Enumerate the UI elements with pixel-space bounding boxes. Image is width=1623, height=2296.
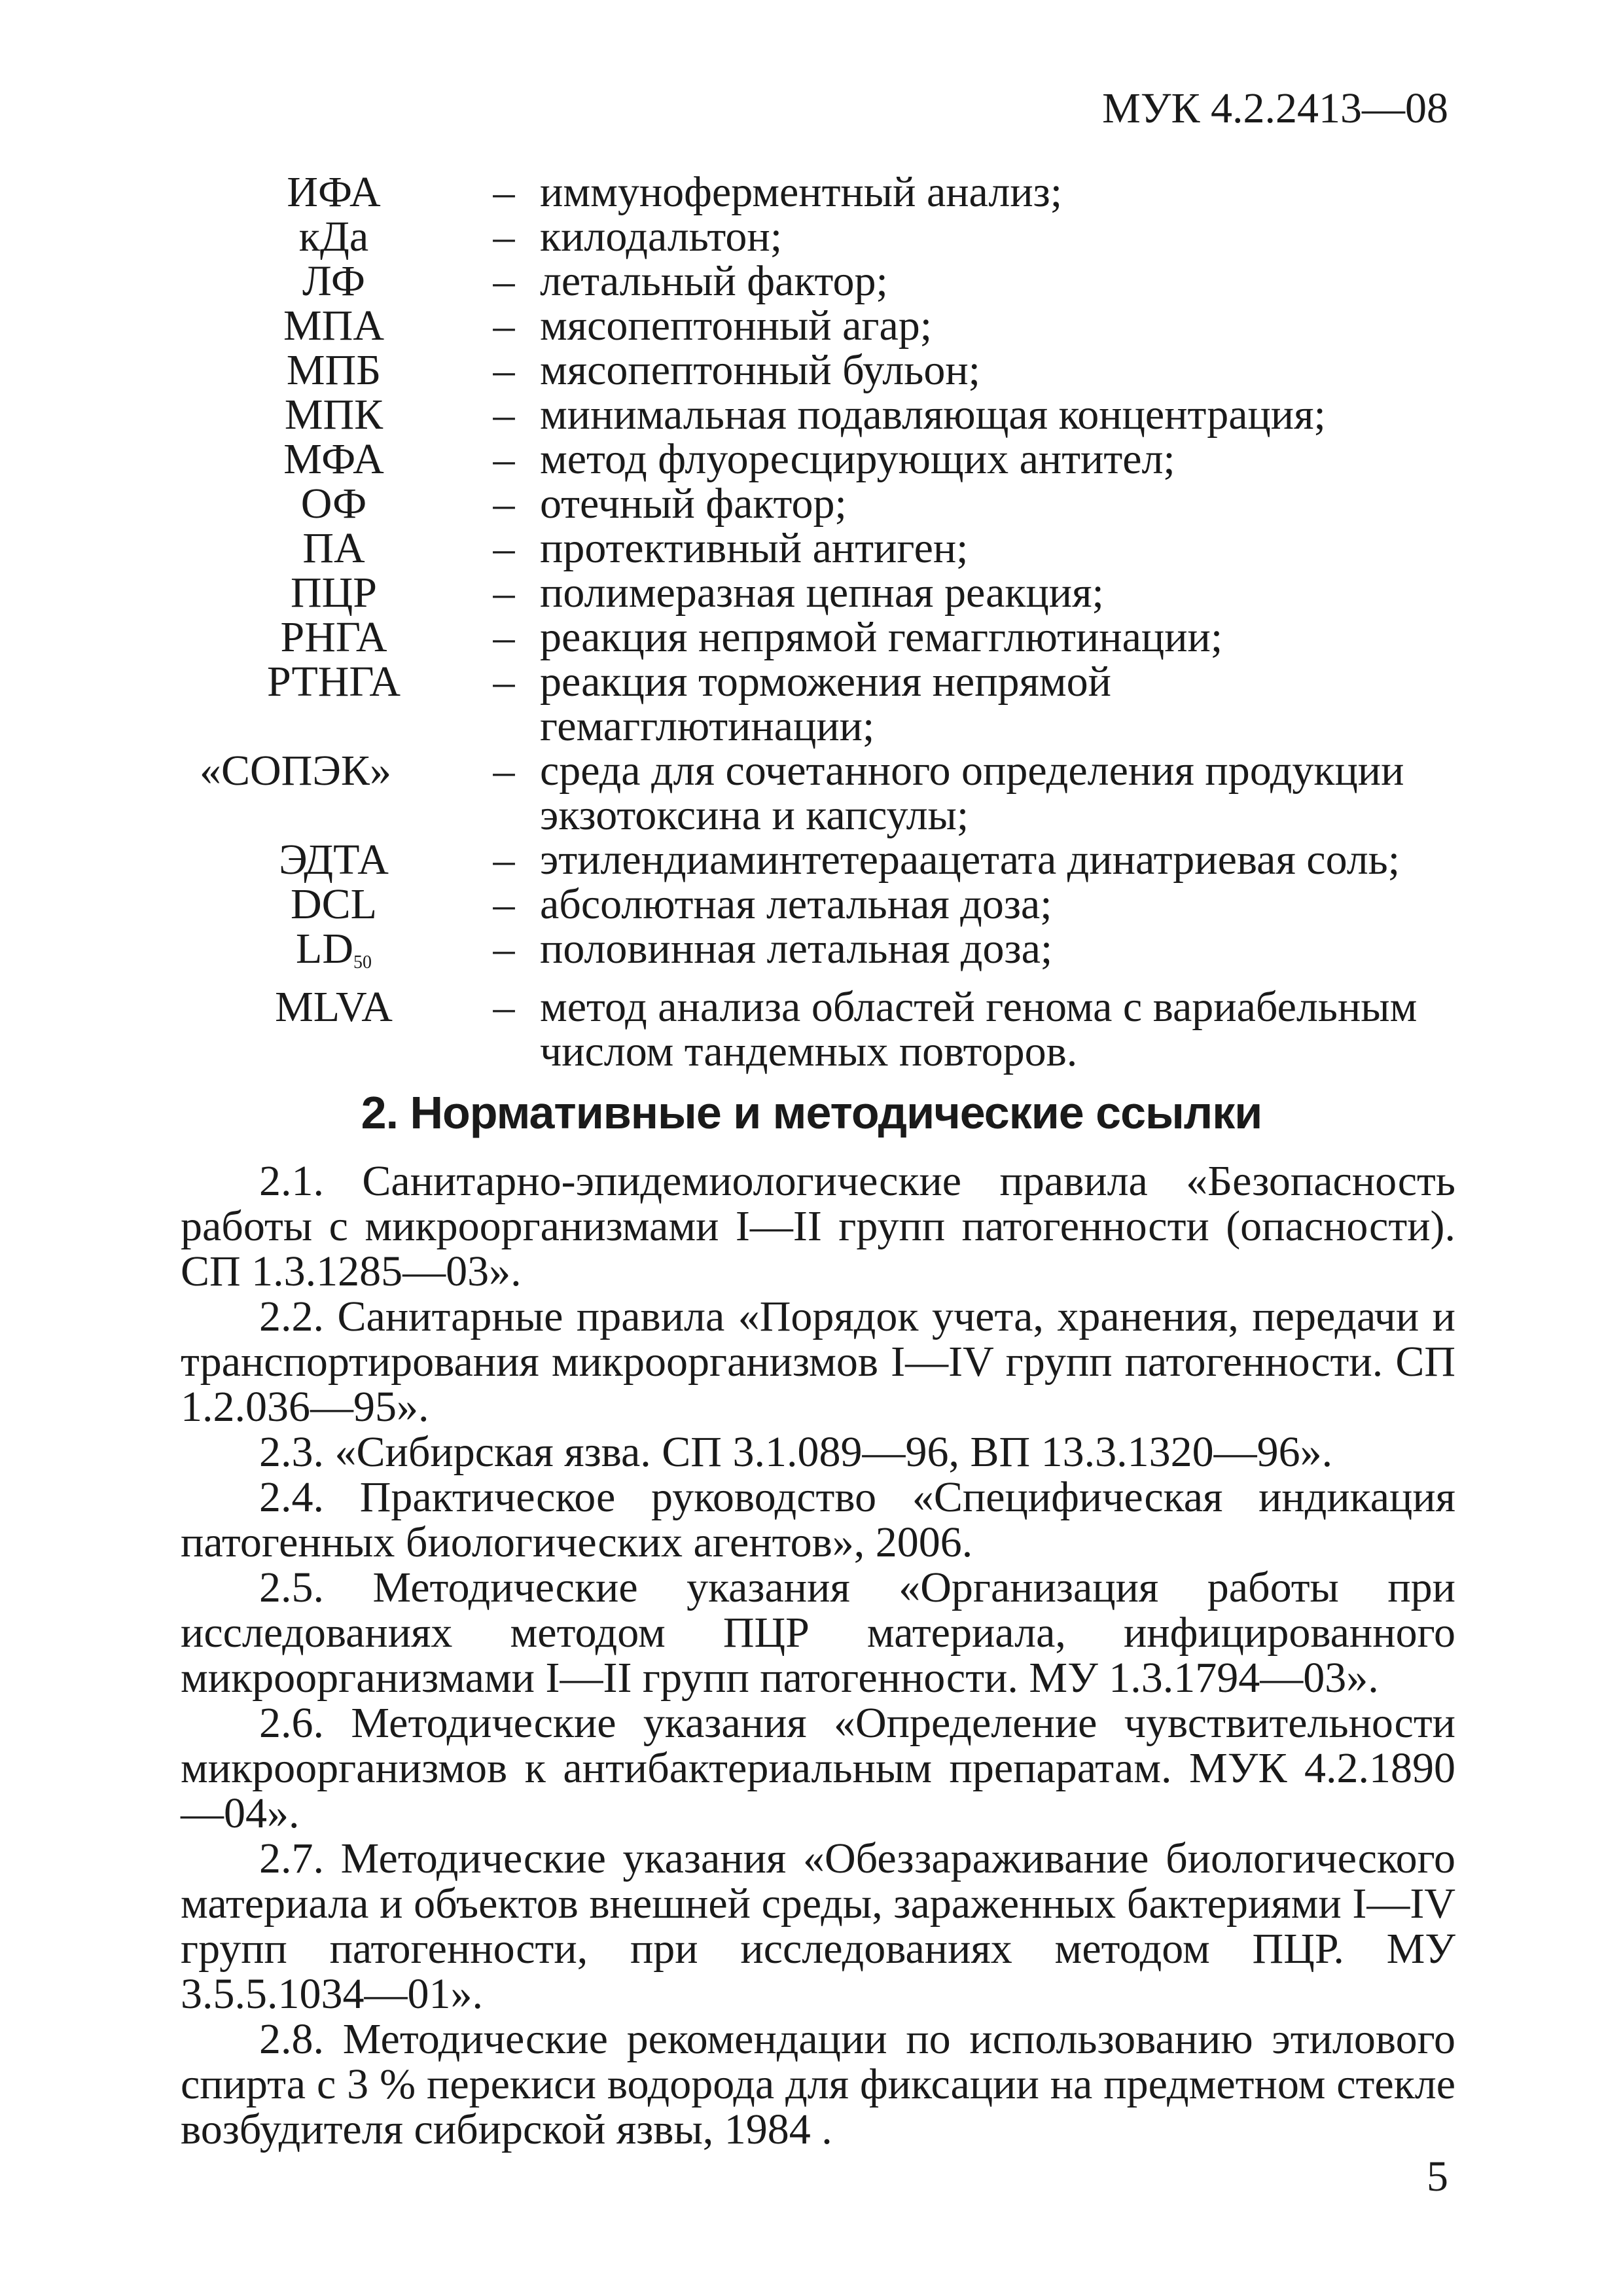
abbreviation-definition: протективный антиген; — [540, 524, 969, 572]
abbreviation-dash — [468, 704, 540, 749]
abbreviation-dash: – — [493, 880, 515, 928]
abbreviation-dash — [468, 793, 540, 838]
abbreviation-definition: метод флуоресцирующих антител; — [540, 435, 1175, 483]
reference-item: 2.5. Методические указания «Организация работы при исследованиях методом ПЦР материала, инфицированного микроорганизмами I—II групп патогенности. МУ 1.3.1794—03». — [181, 1564, 1455, 1702]
reference-item: 2.8. Методические рекомендации по использованию этилового спирта с 3 % перекиси водорода для фиксации на предметном стекле возбудителя сибирской язвы, 1984 . — [181, 2015, 1455, 2153]
abbreviation-dash: – — [493, 435, 515, 483]
reference-item: 2.4. Практическое руководство «Специфическая индикация патогенных биологических агентов», 2006. — [181, 1473, 1455, 1566]
abbreviation-dash: – — [493, 836, 515, 884]
document-code: МУК 4.2.2413—08 — [1102, 84, 1448, 132]
abbreviation-row — [200, 749, 1482, 793]
abbreviation-definition: мясопептонный агар; — [540, 302, 933, 350]
abbreviation-definition: абсолютная летальная доза; — [540, 880, 1052, 928]
abbreviation-term: кДа — [298, 213, 369, 260]
abbreviation-dash: – — [493, 569, 515, 617]
abbreviation-definition: экзотоксина и капсулы; — [540, 791, 969, 839]
abbreviation-dash: – — [493, 658, 515, 706]
abbreviation-term: «СОПЭК» — [200, 747, 391, 795]
abbreviation-dash: – — [493, 480, 515, 528]
abbreviation-definition: гемагглютинации; — [540, 702, 875, 750]
abbreviation-definition: мясопептонный бульон; — [540, 346, 980, 394]
abbreviation-term: МПА — [283, 302, 384, 350]
section-title: 2. Нормативные и методические ссылки — [361, 1087, 1262, 1138]
abbreviation-dash: – — [493, 213, 515, 260]
abbreviation-row — [200, 985, 1482, 1030]
abbreviation-definition: реакция непрямой гемагглютинации; — [540, 613, 1223, 661]
abbreviation-term: $LD_{50}$ — [296, 925, 372, 973]
abbreviation-row — [200, 615, 1482, 660]
abbreviation-row — [200, 793, 1482, 838]
abbreviation-row — [200, 927, 1482, 985]
abbreviation-row — [200, 437, 1482, 482]
abbreviation-definition: половинная летальная доза; — [540, 925, 1053, 973]
abbreviation-row — [200, 660, 1482, 704]
abbreviation-definition: полимеразная цепная реакция; — [540, 569, 1104, 617]
abbreviation-subscript: 50 — [353, 952, 372, 973]
abbreviation-dash: – — [493, 346, 515, 394]
abbreviation-dash: – — [493, 983, 515, 1031]
abbreviation-row — [200, 1030, 1482, 1074]
abbreviation-row — [200, 259, 1482, 304]
reference-item: 2.2. Санитарные правила «Порядок учета, хранения, передачи и транспортирования микроорганизмов I—IV групп патогенности. СП 1.2.036—95». — [181, 1293, 1455, 1431]
abbreviation-term — [200, 1030, 468, 1074]
abbreviation-dash: – — [493, 613, 515, 661]
abbreviation-term: МФА — [283, 435, 384, 483]
abbreviation-term: РТНГА — [266, 658, 401, 706]
reference-item: 2.6. Методические указания «Определение чувствительности микроорганизмов к антибактериальным препаратам. МУК 4.2.1890—04». — [181, 1699, 1455, 1837]
abbreviation-term: DCL — [291, 880, 377, 928]
abbreviation-definition: летальный фактор; — [540, 257, 888, 305]
abbreviation-term: ОФ — [300, 480, 367, 528]
abbreviation-definition: реакция торможения непрямой — [540, 658, 1111, 706]
abbreviation-dash: – — [493, 302, 515, 350]
abbreviation-term: МПК — [284, 391, 383, 439]
abbreviation-term — [200, 793, 468, 838]
abbreviation-term — [200, 704, 468, 749]
abbreviation-dash: – — [493, 391, 515, 439]
abbreviation-term: ИФА — [287, 168, 381, 216]
abbreviation-row — [200, 571, 1482, 615]
abbreviation-row — [200, 348, 1482, 393]
abbreviation-term: ЭДТА — [279, 836, 389, 884]
abbreviation-row — [200, 838, 1482, 882]
abbreviation-row — [200, 482, 1482, 526]
abbreviation-dash: – — [493, 747, 515, 795]
abbreviation-definition: метод анализа областей генома с вариабельным — [540, 983, 1418, 1031]
abbreviation-definition: среда для сочетанного определения продукции — [540, 747, 1404, 795]
abbreviation-row — [200, 882, 1482, 927]
abbreviation-row — [200, 393, 1482, 437]
abbreviation-row — [200, 170, 1482, 215]
abbreviation-dash: – — [493, 168, 515, 216]
abbreviation-dash: – — [493, 524, 515, 572]
reference-item: 2.7. Методические указания «Обеззараживание биологического материала и объектов внешней среды, зараженных бактериями I—IV групп патогенности, при исследованиях методом ПЦР. МУ 3.5.5.1034—01». — [181, 1835, 1455, 2018]
abbreviation-dash: – — [493, 257, 515, 305]
abbreviation-definition: минимальная подавляющая концентрация; — [540, 391, 1326, 439]
abbreviation-term: ЛФ — [302, 257, 366, 305]
abbreviation-row — [200, 704, 1482, 749]
abbreviation-term: ПА — [302, 524, 365, 572]
abbreviation-term: РНГА — [280, 613, 387, 661]
abbreviation-definition: иммуноферментный анализ; — [540, 168, 1063, 216]
abbreviation-definition: этилендиаминтетераацетата динатриевая соль; — [540, 836, 1400, 884]
abbreviation-definition: отечный фактор; — [540, 480, 847, 528]
abbreviation-term: ПЦР — [290, 569, 378, 617]
abbreviation-row — [200, 526, 1482, 571]
abbreviation-row — [200, 304, 1482, 348]
abbreviation-definition: килодальтон; — [540, 213, 783, 260]
abbreviation-dash: – — [493, 925, 515, 973]
abbreviation-dash — [468, 1030, 540, 1074]
page-number: 5 — [1427, 2153, 1448, 2200]
reference-item: 2.3. «Сибирская язва. СП 3.1.089—96, ВП 13.3.1320—96». — [259, 1428, 1333, 1476]
reference-item: 2.1. Санитарно-эпидемиологические правила «Безопасность работы с микроорганизмами I—II групп патогенности (опасности). СП 1.3.1285—03». — [181, 1157, 1455, 1295]
reference-list — [181, 1158, 1455, 2152]
abbreviation-list — [200, 170, 1482, 1074]
abbreviation-term: МПБ — [286, 346, 382, 394]
abbreviation-definition: числом тандемных повторов. — [540, 1028, 1078, 1075]
abbreviation-term: MLVA — [275, 983, 393, 1031]
abbreviation-row — [200, 215, 1482, 259]
